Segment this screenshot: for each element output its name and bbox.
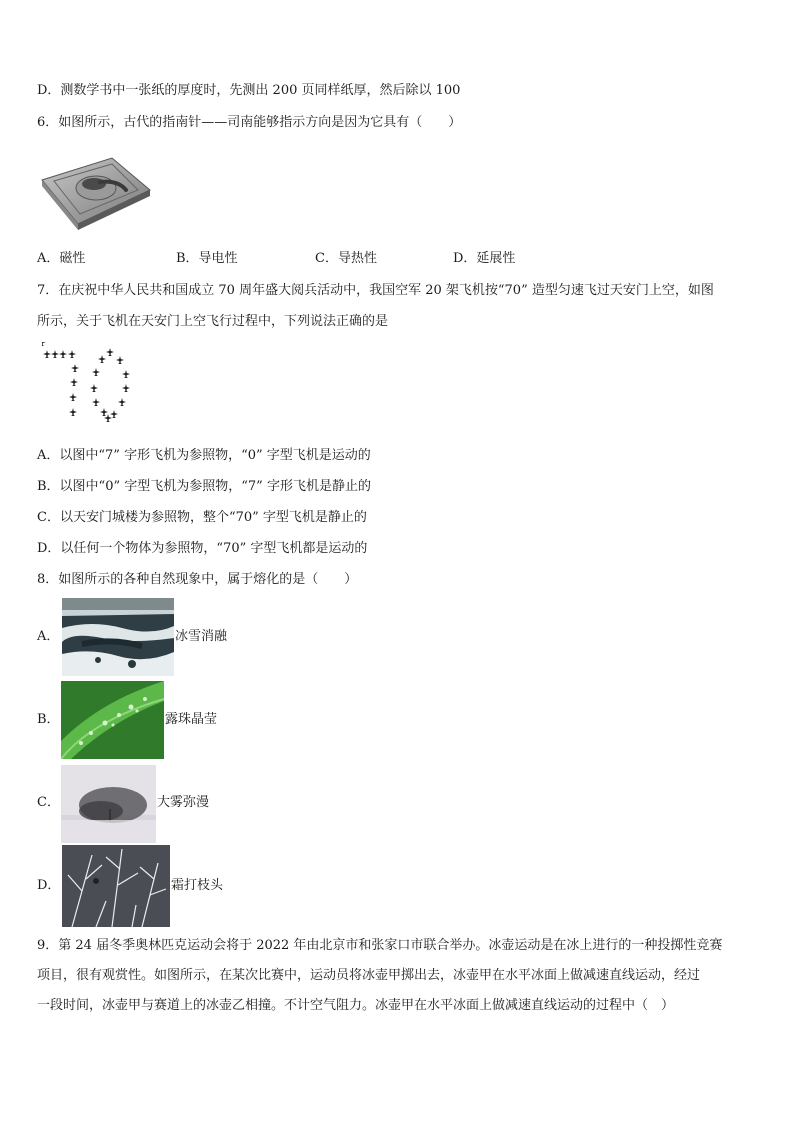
q8-option-c-text: 大雾弥漫 bbox=[157, 795, 210, 810]
q5-option-d: D．测数学书中一张纸的厚度时，先测出 200 页同样纸厚，然后除以 100 bbox=[37, 83, 461, 98]
q8-stem: 8．如图所示的各种自然现象中，属于熔化的是（ ） bbox=[37, 572, 358, 587]
q7-option-a: A．以图中“7” 字形飞机为参照物，“0” 字型飞机是运动的 bbox=[37, 448, 371, 463]
heavy-fog-image bbox=[61, 765, 156, 843]
q6-option-c: C．导热性 bbox=[315, 251, 377, 266]
q7-stem-line2: 所示，关于飞机在天安门上空飞行过程中，下列说法正确的是 bbox=[37, 314, 389, 329]
q6-stem: 6．如图所示，古代的指南针——司南能够指示方向是因为它具有（ ） bbox=[37, 115, 462, 130]
q8-option-a-text: 冰雪消融 bbox=[175, 629, 228, 644]
sinan-compass-image bbox=[40, 150, 152, 230]
q8-option-a-label: A． bbox=[37, 629, 60, 644]
q8-option-d-label: D． bbox=[37, 878, 61, 893]
dew-drops-image bbox=[61, 681, 164, 759]
q6-option-a: A．磁性 bbox=[37, 251, 86, 266]
q9-stem-line1: 9．第 24 届冬季奥林匹克运动会将于 2022 年由北京市和张家口市联合举办。冰壶运动是在冰上进行的一种投掷性竞赛 bbox=[37, 938, 723, 953]
q7-option-d: D．以任何一个物体为参照物，“70” 字型飞机都是运动的 bbox=[37, 541, 368, 556]
q6-options bbox=[37, 250, 557, 268]
q8-option-b-label: B． bbox=[37, 712, 60, 727]
q6-option-b: B．导电性 bbox=[176, 251, 238, 266]
q7-stem-line1: 7．在庆祝中华人民共和国成立 70 周年盛大阅兵活动中，我国空军 20 架飞机按“70” 造型匀速飞过天安门上空，如图 bbox=[37, 283, 714, 298]
q9-stem-line3: 一段时间，冰壶甲与赛道上的冰壶乙相撞。不计空气阻力。冰壶甲在水平冰面上做减速直线运动的过程中（ ） bbox=[37, 998, 675, 1013]
melting-snow-image bbox=[62, 598, 174, 676]
q8-option-d-text: 霜打枝头 bbox=[171, 878, 224, 893]
frost-branches-image bbox=[62, 845, 170, 927]
q8-option-b-text: 露珠晶莹 bbox=[165, 712, 218, 727]
seventy-formation-image bbox=[42, 342, 138, 426]
q9-stem-line2: 项目，很有观赏性。如图所示，在某次比赛中，运动员将冰壶甲掷出去，冰壶甲在水平冰面上做减速直线运动，经过 bbox=[37, 968, 701, 983]
q6-option-d: D．延展性 bbox=[453, 251, 516, 266]
q8-option-c-label: C． bbox=[37, 795, 60, 810]
q7-option-b: B．以图中“0” 字型飞机为参照物，“7” 字形飞机是静止的 bbox=[37, 479, 371, 494]
q7-option-c: C．以天安门城楼为参照物，整个“70” 字型飞机是静止的 bbox=[37, 510, 367, 525]
